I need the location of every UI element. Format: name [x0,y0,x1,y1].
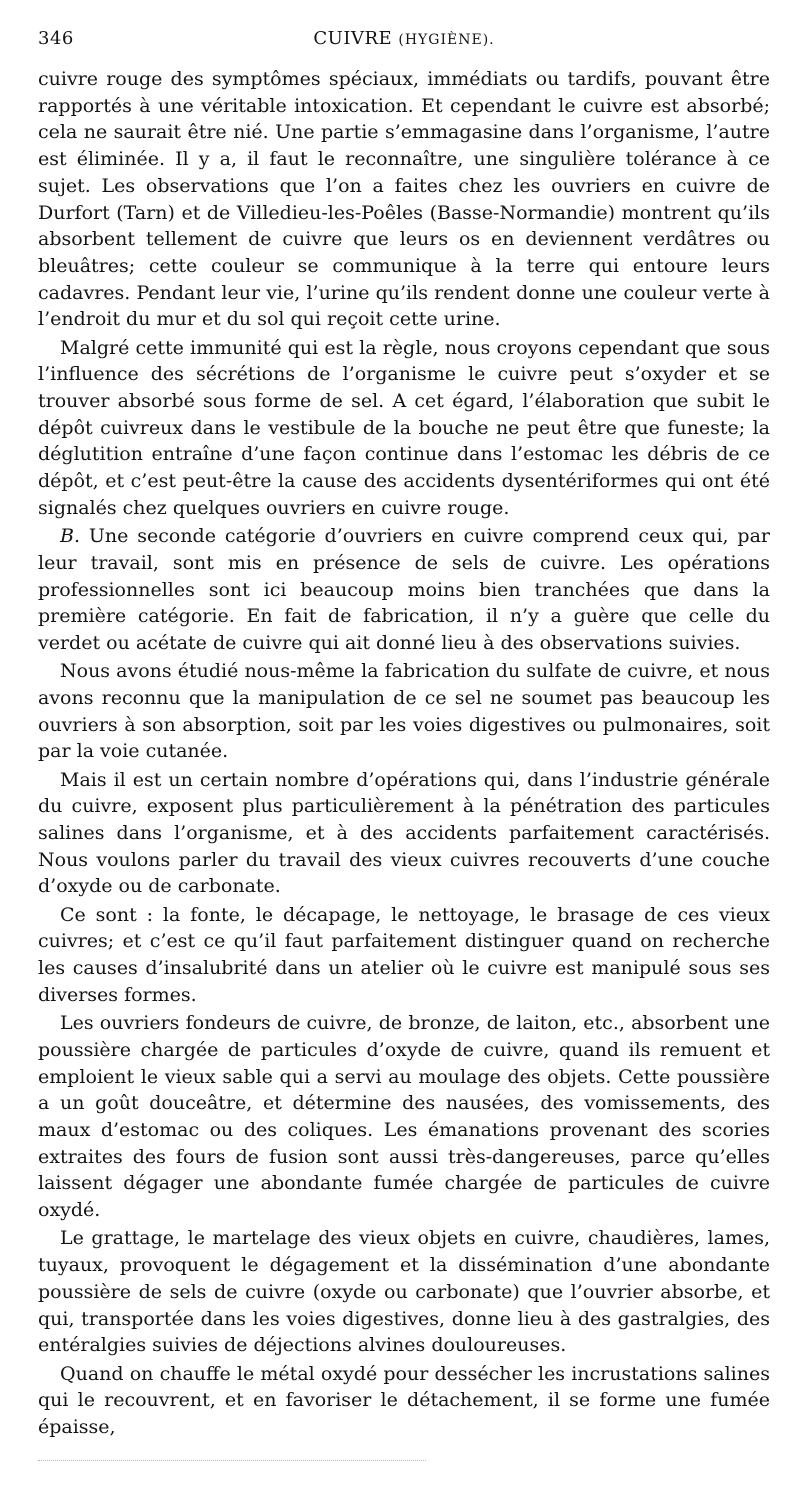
paragraph: Mais il est un certain nombre d’opérations qui, dans l’industrie générale du cuivre, exposent plus particulièrement à la pénétration des particules salines dans l’organisme, et à des accidents parfaitement caractérisés. Nous voulons parler du travail des vieux cuivres recouverts d’une couche d’oxyde ou de carbonate. [38,768,770,898]
paragraph: Quand on chauffe le métal oxydé pour dessécher les incrustations salines qui le recouvrent, et en favoriser le détachement, il se forme une fumée épaisse, [38,1362,770,1438]
footer-rule [38,1460,426,1461]
paragraph: Le grattage, le martelage des vieux objets en cuivre, chaudières, lames, tuyaux, provoquent le dégagement et la dissémination d’une abondante poussière de sels de cuivre (oxyde ou carbonate) que l’ouvrier absorbe, et qui, transportée dans les voies digestives, donne lieu à des gastralgies, des entéralgies suivies de déjections alvines douloureuses. [38,1227,770,1357]
running-head [38,28,770,58]
running-title-subtitle: (HYGIÈNE). [398,32,495,48]
page-number: 346 [38,28,74,49]
section-letter-b: B. [60,525,81,548]
paragraph: Malgré cette immunité qui est la règle, nous croyons cependant que sous l’influence des sécrétions de l’organisme le cuivre peut s’oxyder et se trouver absorbé sous forme de sel. A cet égard, l’élaboration que subit le dépôt cuivreux dans le vestibule de la bouche ne peut être que funeste; la déglutition entraîne d’une façon continue dans l’estomac les débris de ce dépôt, et c’est peut-être la cause des accidents dysentériformes qui ont été signalés chez quelques ouvriers en cuivre rouge. [38,336,770,519]
paragraph-continued: cuivre rouge des symptômes spéciaux, immédiats ou tardifs, pouvant être rapportés à une véritable intoxication. Et cependant le cuivre est absorbé; cela ne saurait être nié. Une partie s’emmagasine dans l’organisme, l’autre est éliminée. Il y a, il faut le reconnaître, une singulière tolérance à ce sujet. Les observations que l’on a faites chez les ouvriers en cuivre de Durfort (Tarn) et de Villedieu-les-Poêles (Basse-Normandie) montrent qu’ils absorbent tellement de cuivre que leurs os en deviennent verdâtres ou bleuâtres; cette couleur se communique à la terre qui entoure leurs cadavres. Pendant leur vie, l’urine qu’ils rendent donne une couleur verte à l’endroit du mur et du sol qui reçoit cette urine. [38,68,770,331]
paragraph-section-b-text: Une seconde catégorie d’ouvriers en cuivre comprend ceux qui, par leur travail, sont mis en présence de sels de cuivre. Les opérations professionnelles sont ici beaucoup moins bien tranchées que dans la première catégorie. En fait de fabrication, il n’y a guère que celle du verdet ou acétate de cuivre qui ait donné lieu à des observations suivies. [38,525,770,654]
running-title-main: CUIVRE [313,28,393,49]
body-text [38,66,770,1442]
paragraph: Les ouvriers fondeurs de cuivre, de bronze, de laiton, etc., absorbent une poussière chargée de particules d’oxyde de cuivre, quand ils remuent et emploient le vieux sable qui a servi au moulage des objets. Cette poussière a un goût douceâtre, et détermine des nausées, des vomissements, des maux d’estomac ou des coliques. Les émanations provenant des scories extraites des fours de fusion sont aussi très-dangereuses, parce qu’elles laissent dégager une abondante fumée chargée de particules de cuivre oxydé. [38,1012,770,1222]
paragraph-section-b [38,523,770,657]
paragraph: Nous avons étudié nous-même la fabrication du sulfate de cuivre, et nous avons reconnu que la manipulation de ce sel ne soumet pas beaucoup les ouvriers à son absorption, soit par les voies digestives ou pulmonaires, soit par la voie cutanée. [38,660,770,763]
running-title [38,28,770,49]
paragraph: Ce sont : la fonte, le décapage, le nettoyage, le brasage de ces vieux cuivres; et c’est ce qu’il faut parfaitement distinguer quand on recherche les causes d’insalubrité dans un atelier où le cuivre est manipulé sous ses diverses formes. [38,903,770,1006]
